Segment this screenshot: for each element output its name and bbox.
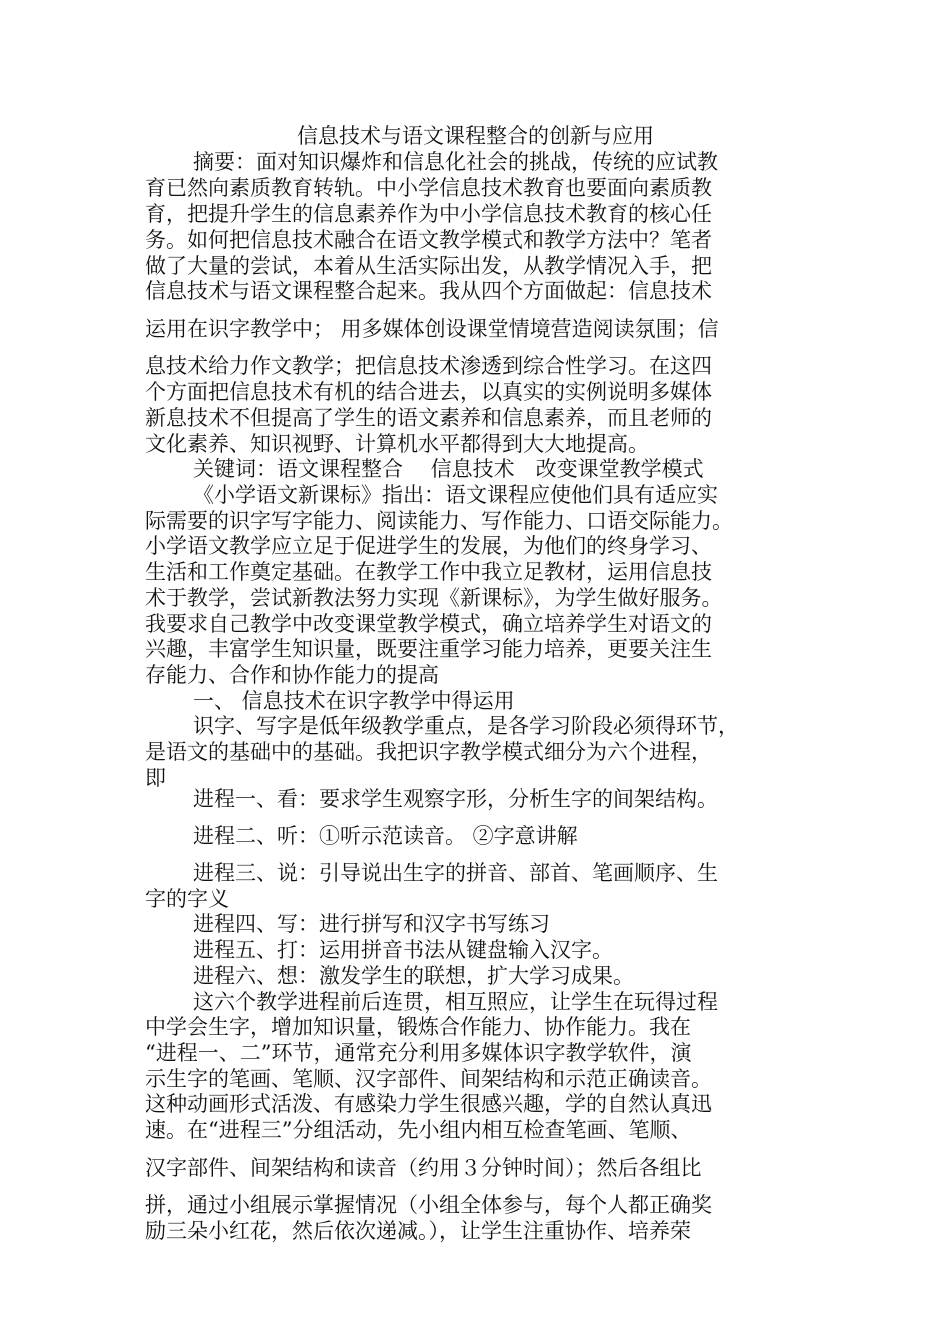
keywords-line: 关键词：语文课程整合 信息技术 改变课堂教学模式 <box>193 457 704 481</box>
process-item-1: 进程一、看：要求学生观察字形，分析生字的间架结构。 <box>193 787 718 811</box>
text-line-39: 拼，通过小组展示掌握情况（小组全体参与，每个人都正确奖 <box>145 1193 712 1217</box>
text-line-4: 务。如何把信息技术融合在语文教学模式和教学方法中？笔者 <box>145 228 712 252</box>
text-line-36: 这种动画形式活泼、有感染力学生很感兴趣，学的自然认真迅 <box>145 1092 712 1116</box>
text-line-13: 《小学语文新课标》指出：语文课程应使他们具有适应实 <box>193 483 718 507</box>
text-line-28: 字的字义 <box>145 887 229 911</box>
document-title: 信息技术与语文课程整合的创新与应用 <box>297 124 654 148</box>
text-line-22: 识字、写字是低年级教学重点，是各学习阶段必须得环节， <box>193 714 739 738</box>
text-line-6: 信息技术与语文课程整合起来。我从四个方面做起：信息技术 <box>145 279 712 303</box>
process-item-2: 进程二、听：①听示范读音。 ②字意讲解 <box>193 824 578 848</box>
text-line-9: 个方面把信息技术有机的结合进去，以真实的实例说明多媒体 <box>145 380 712 404</box>
text-line-19: 兴趣，丰富学生知识量，既要注重学习能力培养，更要关注生 <box>145 637 712 661</box>
text-line-10: 新息技术不但提高了学生的语文素养和信息素养，而且老师的 <box>145 406 712 430</box>
text-line-40: 励三朵小红花，然后依次递减。），让学生注重协作、培养荣 <box>145 1219 691 1243</box>
text-line-24: 即 <box>145 766 166 790</box>
text-line-20: 存能力、合作和协作能力的提高 <box>145 663 439 687</box>
text-line-15: 小学语文教学应立足于促进学生的发展，为他们的终身学习、 <box>145 534 712 558</box>
text-line-33: 中学会生字，增加知识量，锻炼合作能力、协作能力。我在 <box>145 1015 691 1039</box>
text-line-23: 是语文的基础中的基础。我把识字教学模式细分为六个进程， <box>145 740 712 764</box>
process-item-6: 进程六、想：激发学生的联想，扩大学习成果。 <box>193 964 634 988</box>
text-line-11: 文化素养、知识视野、计算机水平都得到大大地提高。 <box>145 432 649 456</box>
section-heading-1: 一、 信息技术在识字教学中得运用 <box>193 689 515 713</box>
text-line-8: 息技术给力作文教学；把信息技术渗透到综合性学习。在这四 <box>145 354 712 378</box>
text-line-32: 这六个教学进程前后连贯，相互照应，让学生在玩得过程 <box>193 990 718 1014</box>
text-line-18: 我要求自己教学中改变课堂教学模式，确立培养学生对语文的 <box>145 612 712 636</box>
text-line-14: 际需要的识字写字能力、阅读能力、写作能力、口语交际能力。 <box>145 509 733 533</box>
text-line-5: 做了大量的尝试，本着从生活实际出发，从教学情况入手，把 <box>145 254 712 278</box>
text-line-16: 生活和工作奠定基础。在教学工作中我立足教材，运用信息技 <box>145 560 712 584</box>
text-line-34: “进程一、二”环节，通常充分利用多媒体识字教学软件，演 <box>145 1041 692 1065</box>
text-line-3: 育，把提升学生的信息素养作为中小学信息技术教育的核心任 <box>145 202 712 226</box>
text-line-7: 运用在识字教学中； 用多媒体创设课堂情境营造阅读氛围；信 <box>145 317 719 341</box>
text-line-1: 摘要：面对知识爆炸和信息化社会的挑战，传统的应试教 <box>193 150 718 174</box>
process-item-3: 进程三、说：引导说出生字的拼音、部首、笔画顺序、生 <box>193 861 718 885</box>
text-line-38: 汉字部件、间架结构和读音（约用３分钟时间）；然后各组比 <box>145 1156 702 1180</box>
text-line-2: 育已然向素质教育转轨。中小学信息技术教育也要面向素质教 <box>145 176 712 200</box>
text-line-17: 术于教学，尝试新教法努力实现《新课标》，为学生做好服务。 <box>145 586 723 610</box>
text-line-37: 速。在“进程三”分组活动，先小组内相互检查笔画、笔顺、 <box>145 1118 692 1142</box>
process-item-4: 进程四、写：进行拼写和汉字书写练习 <box>193 912 550 936</box>
text-line-35: 示生字的笔画、笔顺、汉字部件、间架结构和示范正确读音。 <box>145 1067 712 1091</box>
process-item-5: 进程五、打：运用拼音书法从键盘输入汉字。 <box>193 938 613 962</box>
